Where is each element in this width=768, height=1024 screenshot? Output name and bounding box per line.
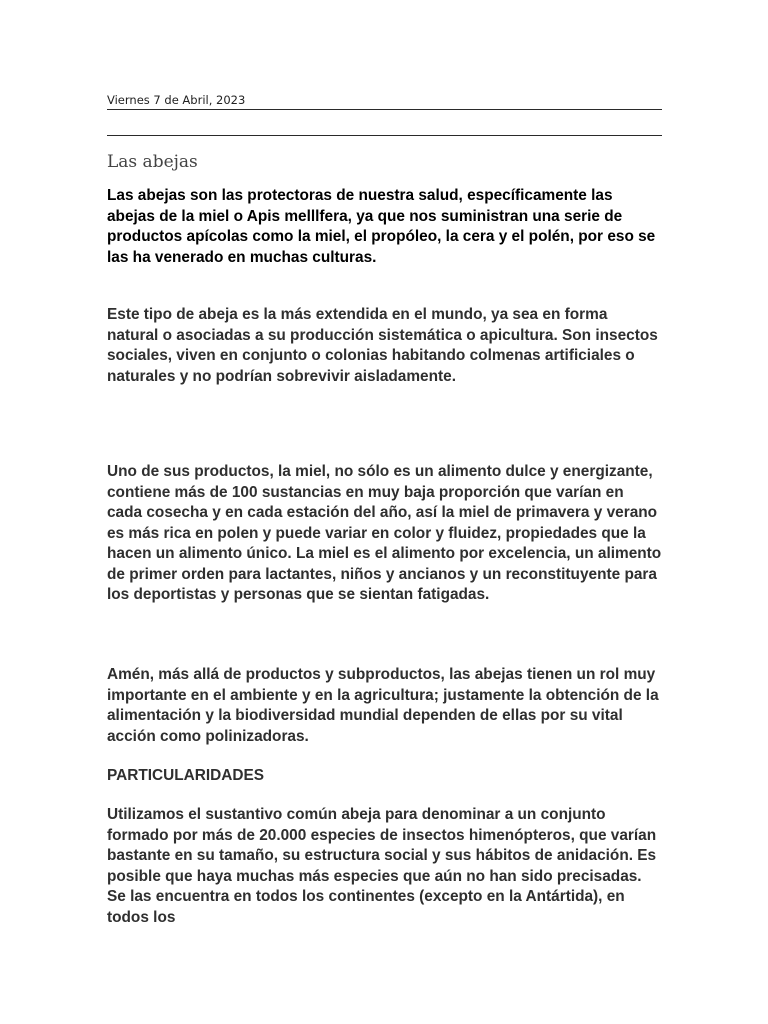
body-paragraph-2: Uno de sus productos, la miel, no sólo es un alimento dulce y energizante, contiene más de 100 sustancias en muy baja proporción que varían en cada cosecha y en cada estación del año, así la miel de primavera y verano es más rica en polen y puede variar en color y fluidez, propiedades que la hacen un alimento único. La miel es el alimento por excelencia, un alimento de primer orden para lactantes, niños y ancianos y un reconstituyente para los deportistas y personas que se sientan fatigadas.: [107, 463, 662, 603]
date-line: Viernes 7 de Abril, 2023: [107, 93, 246, 107]
body-paragraph-3: Amén, más allá de productos y subproductos, las abejas tienen un rol muy importante en el ambiente y en la agricultura; justamente la obtención de la alimentación y la biodiversidad mundial dependen de ellas por su vital acción como polinizadoras.: [107, 666, 659, 745]
lead-paragraph: Las abejas son las protectoras de nuestra salud, específicamente las abejas de la miel o Apis melllfera, ya que nos suministran una serie de productos apícolas como la miel, el propóleo, la cera y el polén, por eso se las ha venerado en muchas culturas.: [107, 187, 656, 266]
article-title: Las abejas: [107, 152, 198, 172]
section-paragraph: Utilizamos el sustantivo común abeja para denominar a un conjunto formado por más de 20.000 especies de insectos himenópteros, que varían bastante en su tamaño, su estructura social y sus hábitos de anidación. Es posible que haya muchas más especies que aún no han sido precisadas. Se las encuentra en todos los continentes (excepto en la Antártida), en todos los: [107, 806, 657, 926]
header-rule-bottom: [107, 135, 662, 136]
header-rule-top: [107, 109, 662, 110]
body-paragraph-1: Este tipo de abeja es la más extendida en el mundo, ya sea en forma natural o asociadas a su producción sistemática o apicultura. Son insectos sociales, viven en conjunto o colonias habitando colmenas artificiales o naturales y no podrían sobrevivir aisladamente.: [107, 306, 658, 385]
section-heading: PARTICULARIDADES: [107, 767, 265, 784]
